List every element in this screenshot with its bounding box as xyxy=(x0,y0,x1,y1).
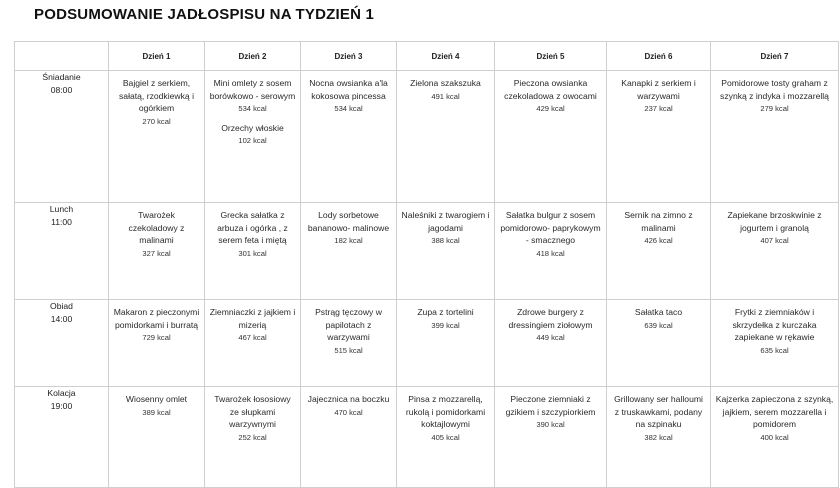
meal-item xyxy=(499,203,602,260)
meal-cell xyxy=(711,71,839,203)
meal-item xyxy=(499,387,602,432)
meal-name: Twarożek łososiowy ze słupkami warzywnymi xyxy=(214,394,291,430)
meal-item xyxy=(611,300,706,332)
meal-name: Kajzerka zapieczona z szynką, jajkiem, serem mozzarella i pomidorem xyxy=(715,394,834,430)
meal-kcal: 426 kcal xyxy=(644,236,673,246)
meal-item xyxy=(209,300,296,345)
meal-name: Kanapki z serkiem i warzywami xyxy=(621,78,696,101)
meal-time-label: 19:00 xyxy=(50,400,73,411)
meal-row xyxy=(15,203,839,300)
meal-cell xyxy=(301,71,397,203)
meal-kcal: 390 kcal xyxy=(536,420,565,430)
meal-kcal: 279 kcal xyxy=(760,104,789,114)
meal-cell xyxy=(397,387,495,488)
meal-time-label: 08:00 xyxy=(50,84,73,95)
meal-item xyxy=(305,300,392,357)
meal-kcal: 470 kcal xyxy=(334,407,363,417)
meal-cell xyxy=(607,387,711,488)
meal-item xyxy=(715,71,834,116)
meal-item xyxy=(715,203,834,248)
meal-kcal: 237 kcal xyxy=(644,104,673,114)
meal-item xyxy=(113,71,200,128)
day-header-row xyxy=(15,42,839,71)
meal-name: Frytki z ziemniaków i skrzydełka z kurczaka zapiekane w rękawie xyxy=(732,307,817,343)
meal-name: Mini omlety z sosem borówkowo - serowym xyxy=(209,78,296,101)
meal-cell xyxy=(397,203,495,300)
meal-cell xyxy=(397,300,495,387)
meal-name: Naleśniki z twarogiem i jagodami xyxy=(401,210,490,233)
meal-cell xyxy=(607,203,711,300)
meal-cell xyxy=(397,71,495,203)
meal-item xyxy=(499,300,602,345)
meal-item xyxy=(209,387,296,444)
meal-name: Zupa z tortelini xyxy=(417,307,474,317)
meal-name: Zielona szakszuka xyxy=(410,78,481,88)
meal-kcal: 515 kcal xyxy=(334,345,363,355)
meal-kcal: 407 kcal xyxy=(760,236,789,246)
meal-name: Jajecznica na boczku xyxy=(307,394,390,404)
meal-item xyxy=(611,71,706,116)
day-header: Dzień 6 xyxy=(607,42,711,71)
meal-cell xyxy=(205,387,301,488)
meal-cell xyxy=(495,300,607,387)
meal-type-label: Kolacja xyxy=(47,388,76,398)
corner-cell xyxy=(15,42,109,71)
meal-kcal: 399 kcal xyxy=(431,320,460,330)
meal-cell xyxy=(109,387,205,488)
meal-item xyxy=(209,71,296,116)
meal-item xyxy=(499,71,602,116)
meal-cell xyxy=(607,71,711,203)
meal-cell xyxy=(301,387,397,488)
meal-item xyxy=(113,300,200,345)
meal-type-label: Śniadanie xyxy=(42,72,81,82)
meal-kcal: 429 kcal xyxy=(536,104,565,114)
meal-item xyxy=(209,203,296,260)
meal-name: Lody sorbetowe bananowo- malinowe xyxy=(307,210,390,233)
meal-row xyxy=(15,300,839,387)
meal-name: Zapiekane brzoskwinie z jogurtem i granolą xyxy=(727,210,822,233)
meal-row xyxy=(15,387,839,488)
meal-kcal: 388 kcal xyxy=(431,236,460,246)
meal-cell xyxy=(205,71,301,203)
meal-item xyxy=(401,71,490,103)
meal-time-cell xyxy=(15,203,109,300)
meal-kcal: 534 kcal xyxy=(334,104,363,114)
meal-type-label: Lunch xyxy=(49,204,74,214)
meal-time-cell xyxy=(15,300,109,387)
meal-time-cell xyxy=(15,387,109,488)
meal-item xyxy=(305,71,392,116)
meal-name: Pomidorowe tosty graham z szynką z indyka i mozzarellą xyxy=(720,78,829,101)
meal-item xyxy=(611,203,706,248)
meal-kcal: 405 kcal xyxy=(431,432,460,442)
day-header: Dzień 3 xyxy=(301,42,397,71)
meal-row xyxy=(15,71,839,203)
meal-item xyxy=(715,387,834,444)
day-header: Dzień 7 xyxy=(711,42,839,71)
meal-cell xyxy=(109,203,205,300)
meal-name: Orzechy włoskie xyxy=(221,122,284,133)
meal-cell xyxy=(301,203,397,300)
meal-name: Makaron z pieczonymi pomidorkami i burratą xyxy=(113,307,200,330)
meal-cell xyxy=(205,300,301,387)
meal-type-label: Obiad xyxy=(50,301,73,311)
meal-kcal: 382 kcal xyxy=(644,432,673,442)
meal-kcal: 102 kcal xyxy=(238,136,267,146)
meal-item xyxy=(401,300,490,332)
meal-name: Pstrąg tęczowy w papilotach z warzywami xyxy=(315,307,382,343)
meal-item xyxy=(611,387,706,444)
meal-kcal: 467 kcal xyxy=(238,333,267,343)
meal-kcal: 449 kcal xyxy=(536,333,565,343)
meal-kcal: 270 kcal xyxy=(142,116,171,126)
meal-name: Ziemniaczki z jajkiem i mizerią xyxy=(209,307,296,330)
meal-kcal: 182 kcal xyxy=(334,236,363,246)
meal-kcal: 491 kcal xyxy=(431,91,460,101)
meal-cell xyxy=(301,300,397,387)
meal-cell xyxy=(109,71,205,203)
meal-name: Zdrowe burgery z dressingiem ziołowym xyxy=(508,307,593,330)
meal-item xyxy=(401,387,490,444)
meal-item xyxy=(401,203,490,248)
meal-time-label: 11:00 xyxy=(51,216,72,227)
meal-name: Pinsa z mozzarellą, rukolą i pomidorkami koktajlowymi xyxy=(405,394,486,430)
meal-kcal: 400 kcal xyxy=(760,432,789,442)
meal-name: Nocna owsianka a'la kokosowa pincessa xyxy=(309,78,388,101)
meal-name: Pieczona owsianka czekoladowa z owocami xyxy=(504,78,597,101)
meal-name: Wiosenny omlet xyxy=(125,394,188,404)
meal-cell xyxy=(711,387,839,488)
meal-item xyxy=(113,387,200,419)
day-header: Dzień 5 xyxy=(495,42,607,71)
meal-item xyxy=(305,387,392,419)
day-header: Dzień 1 xyxy=(109,42,205,71)
meal-kcal: 729 kcal xyxy=(142,333,171,343)
page-title: PODSUMOWANIE JADŁOSPISU NA TYDZIEŃ 1 xyxy=(34,6,375,23)
meal-plan-table xyxy=(14,41,839,488)
meal-name: Sernik na zimno z malinami xyxy=(624,210,693,233)
meal-item xyxy=(305,203,392,248)
meal-kcal: 389 kcal xyxy=(142,407,171,417)
meal-kcal: 534 kcal xyxy=(238,104,267,114)
day-header: Dzień 2 xyxy=(205,42,301,71)
meal-item xyxy=(715,300,834,357)
meal-kcal: 418 kcal xyxy=(536,248,565,258)
meal-time-cell xyxy=(15,71,109,203)
meal-kcal: 639 kcal xyxy=(644,320,673,330)
meal-cell xyxy=(711,203,839,300)
meal-kcal: 635 kcal xyxy=(760,345,789,355)
meal-name: Sałatka bulgur z sosem pomidorowo- paprykowym - smacznego xyxy=(500,210,601,246)
meal-name: Twarożek czekoladowy z malinami xyxy=(128,210,185,246)
day-header: Dzień 4 xyxy=(397,42,495,71)
meal-kcal: 301 kcal xyxy=(238,248,267,258)
meal-cell xyxy=(205,203,301,300)
meal-name: Pieczone ziemniaki z gzikiem i szczypiorkiem xyxy=(505,394,596,417)
meal-cell xyxy=(711,300,839,387)
meal-cell xyxy=(495,387,607,488)
meal-name: Bajgiel z serkiem, sałatą, rzodkiewką i ogórkiem xyxy=(119,78,194,114)
meal-item xyxy=(113,203,200,260)
meal-kcal: 252 kcal xyxy=(238,432,267,442)
meal-cell xyxy=(495,203,607,300)
meal-cell xyxy=(109,300,205,387)
meal-cell xyxy=(607,300,711,387)
meal-time-label: 14:00 xyxy=(50,313,73,324)
meal-item xyxy=(209,116,296,148)
meal-cell xyxy=(495,71,607,203)
meal-kcal: 327 kcal xyxy=(142,248,171,258)
meal-name: Grillowany ser halloumi z truskawkami, podany na szpinaku xyxy=(614,394,703,430)
meal-name: Sałatka taco xyxy=(634,307,683,317)
meal-name: Grecka sałatka z arbuza i ogórka , z serem feta i miętą xyxy=(217,210,288,246)
